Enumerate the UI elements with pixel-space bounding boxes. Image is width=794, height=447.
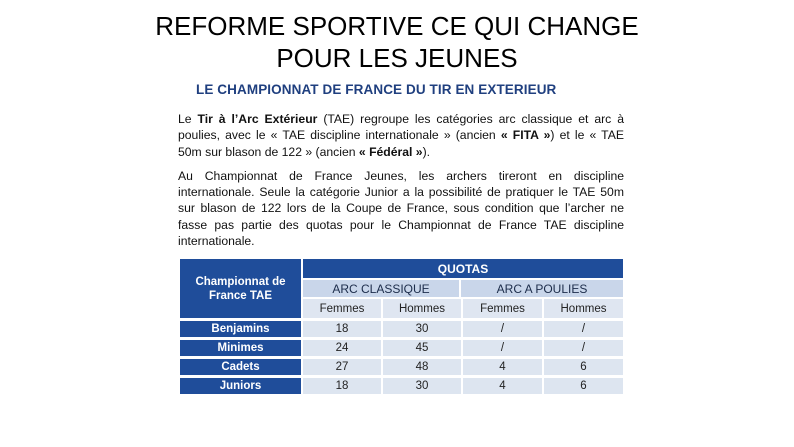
bold-segment: Tir à l’Arc Extérieur <box>197 112 318 126</box>
table-cell: 27 <box>301 359 381 378</box>
bold-segment: « Fédéral » <box>358 144 423 159</box>
text-segment: Le <box>178 112 198 126</box>
bold-segment: « FITA » <box>500 128 551 143</box>
row-label: Cadets <box>180 359 301 378</box>
text-segment: ) et le « TAE 50m sur blason de 122 » (ancien <box>178 128 624 159</box>
document-excerpt <box>178 82 624 249</box>
table-row <box>180 359 623 378</box>
quotas-header: QUOTAS <box>301 259 623 278</box>
table-cell: / <box>461 321 542 340</box>
table-cell: 18 <box>301 378 381 394</box>
column-header-femmes: Femmes <box>301 297 381 321</box>
table-cell: 6 <box>542 378 623 394</box>
table-cell: 30 <box>381 378 461 394</box>
text-segment: ). <box>422 144 431 159</box>
group-header-arc-classique: ARC CLASSIQUE <box>301 278 461 297</box>
table-cell: 24 <box>301 340 381 359</box>
row-label: Minimes <box>180 340 301 359</box>
table-cell: 30 <box>381 321 461 340</box>
row-label: Benjamins <box>180 321 301 340</box>
column-header-hommes: Hommes <box>381 297 461 321</box>
slide-title-line-1: REFORME SPORTIVE CE QUI CHANGE <box>155 11 639 41</box>
document-heading: LE CHAMPIONNAT DE FRANCE DU TIR EN EXTERIEUR <box>196 82 557 97</box>
group-header-arc-a-poulies: ARC A POULIES <box>461 278 623 297</box>
table-corner-header: Championnat de France TAE <box>180 259 301 321</box>
table-cell: 4 <box>461 359 542 378</box>
table-cell: 18 <box>301 321 381 340</box>
table-cell: / <box>542 321 623 340</box>
table-cell: 48 <box>381 359 461 378</box>
column-header-femmes: Femmes <box>461 297 542 321</box>
table-row <box>180 321 623 340</box>
table-cell: / <box>461 340 542 359</box>
column-header-hommes: Hommes <box>542 297 623 321</box>
table-cell: / <box>542 340 623 359</box>
table-row <box>180 340 623 359</box>
paragraph-tae-definition <box>178 111 624 160</box>
slide-title <box>0 10 794 74</box>
table-cell: 45 <box>381 340 461 359</box>
quotas-table <box>180 259 623 394</box>
table-cell: 6 <box>542 359 623 378</box>
row-label: Juniors <box>180 378 301 394</box>
table-cell: 4 <box>461 378 542 394</box>
text-segment: (TAE) regroupe les catégories arc classique et arc à poulies, avec le « TAE discipline internationale » (ancien <box>178 112 624 143</box>
table-row <box>180 378 623 394</box>
slide-title-line-2: POUR LES JEUNES <box>276 43 518 73</box>
paragraph-championship-rules: Au Championnat de France Jeunes, les archers tireront en discipline internationale. Seule la catégorie Junior a la possibilité de pratiquer le TAE 50m sur blason de 122 lors de la Coupe de France, sous condition que l’archer ne fasse pas partie des quotas pour le Championnat de France TAE discipline internationale. <box>178 168 624 249</box>
